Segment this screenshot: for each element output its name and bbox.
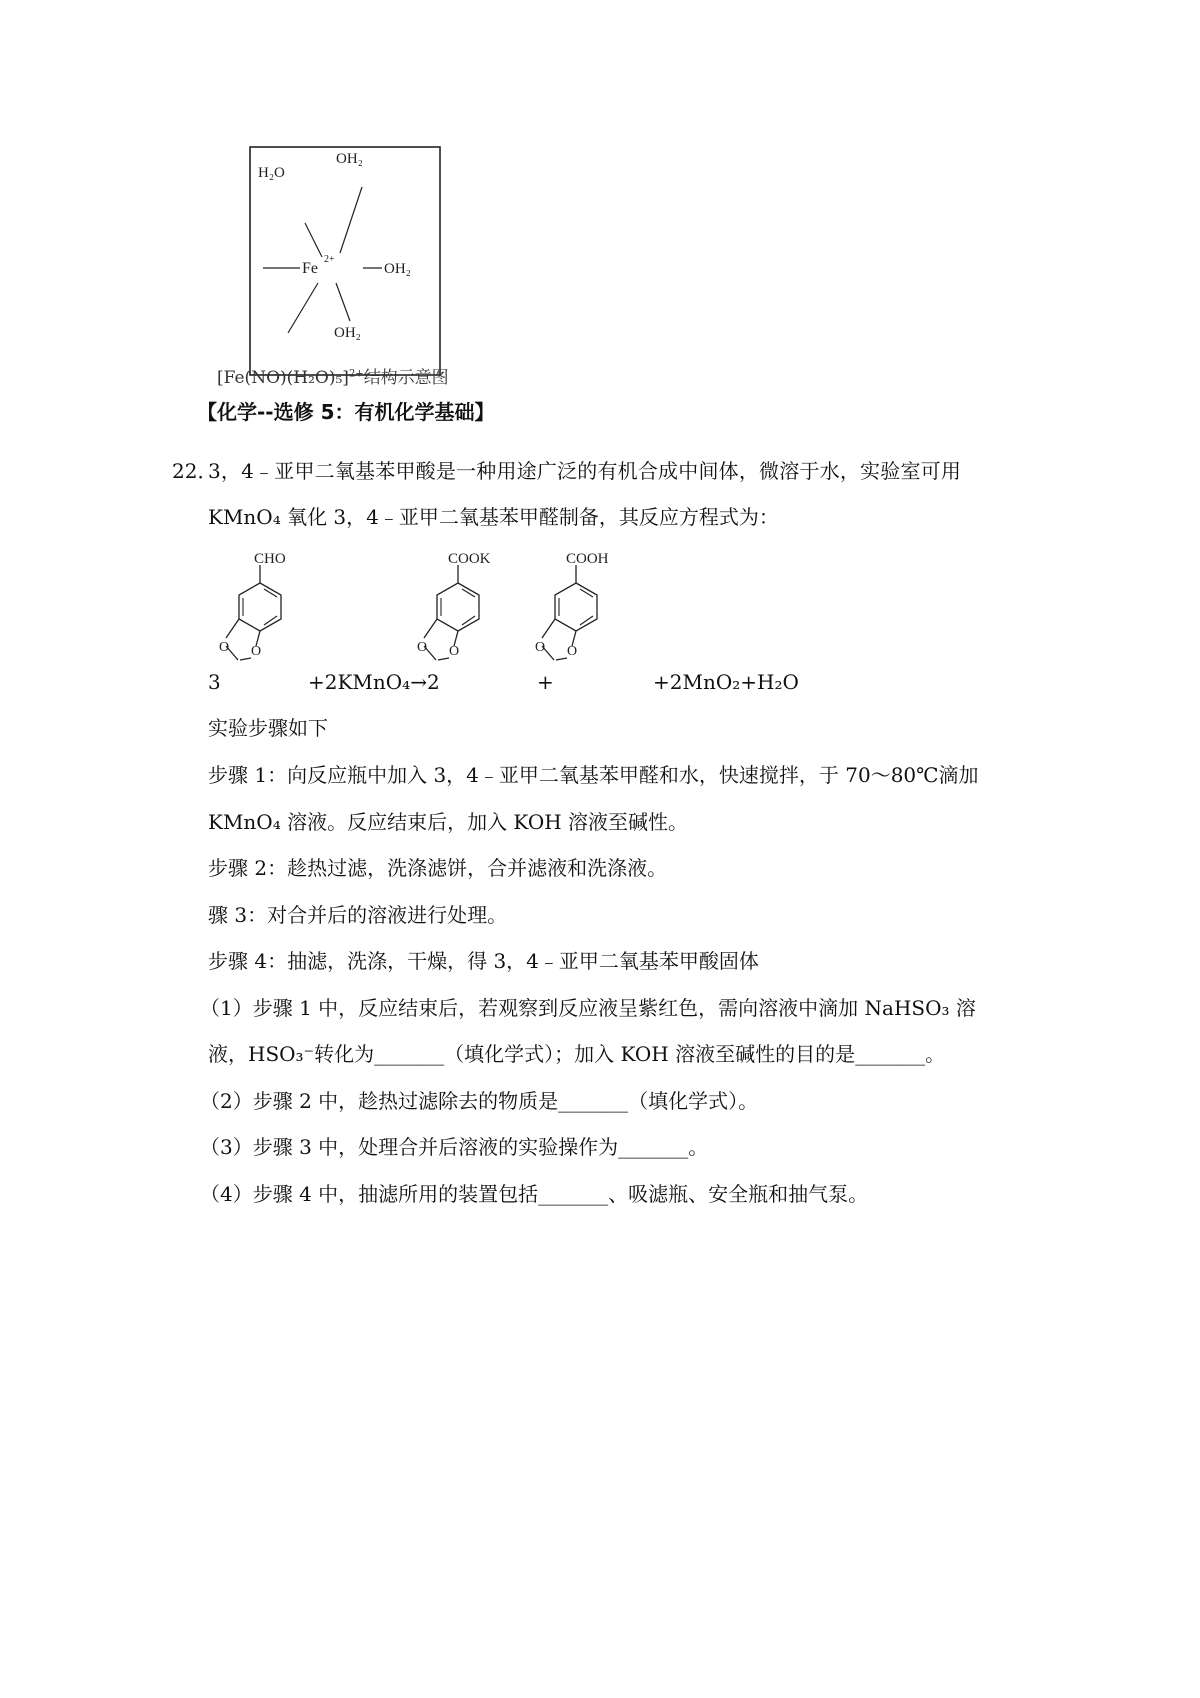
- ring-o-left: O: [535, 640, 546, 655]
- equation-plus: +: [537, 670, 554, 694]
- step1-line1: 步骤 1：向反应瓶中加入 3，4﹣亚甲二氧基苯甲醛和水，快速搅拌，于 70～80℃滴加: [208, 763, 979, 787]
- cook-group: COOK: [448, 551, 491, 567]
- step3: 骤 3：对合并后的溶液进行处理。: [208, 903, 508, 927]
- caption-formula: [Fe(NO)(H₂O)₅]: [217, 368, 349, 388]
- question-intro-line2: KMnO₄ 氧化 3，4﹣亚甲二氧基苯甲醛制备，其反应方程式为：: [208, 505, 779, 529]
- iron-center: Fe: [302, 260, 318, 277]
- potassium-salt-structure: [417, 551, 491, 660]
- ligand-h2o-topleft: H₂O: [258, 165, 285, 181]
- ring-o-right: O: [449, 644, 460, 659]
- iron-charge: 2+: [324, 254, 335, 265]
- caption-charge: 2+: [348, 368, 364, 380]
- ligand-oh2-right: OH₂: [384, 261, 411, 277]
- subquestion-4: （4）步骤 4 中，抽滤所用的装置包括_______、吸滤瓶、安全瓶和抽气泵。: [200, 1182, 869, 1206]
- ligand-oh2-top: OH₂: [336, 151, 363, 167]
- equation-coefficient: 3: [208, 670, 221, 694]
- equation-products: +2MnO₂+H₂O: [653, 670, 799, 694]
- question-number: 22．: [172, 459, 218, 483]
- question-intro-line1: 3，4﹣亚甲二氧基苯甲酸是一种用途广泛的有机合成中间体，微溶于水，实验室可用: [208, 459, 962, 483]
- acid-structure: [535, 551, 609, 660]
- subquestion-3: （3）步骤 3 中，处理合并后溶液的实验操作为_______。: [200, 1135, 709, 1159]
- subquestion-1-line2: 液，HSO₃⁻转化为_______（填化学式）；加入 KOH 溶液至碱性的目的是_______。: [208, 1042, 946, 1066]
- steps-heading: 实验步骤如下: [208, 716, 328, 740]
- complex-structure-figure: [200, 135, 460, 395]
- step4: 步骤 4：抽滤，洗涤，干燥，得 3，4﹣亚甲二氧基苯甲酸固体: [208, 949, 759, 973]
- equation-reagent: +2KMnO₄→2: [308, 670, 440, 694]
- caption-text: 结构示意图: [363, 368, 449, 388]
- figure-caption: [217, 363, 449, 388]
- subquestion-2: （2）步骤 2 中，趁热过滤除去的物质是_______（填化学式）。: [200, 1089, 759, 1113]
- cooh-group: COOH: [566, 551, 609, 567]
- ligand-oh2-bottom: OH₂: [334, 325, 361, 341]
- subquestion-1-line1: （1）步骤 1 中，反应结束后，若观察到反应液呈紫红色，需向溶液中滴加 NaHSO₃ 溶: [200, 996, 976, 1020]
- ring-o-left: O: [219, 640, 230, 655]
- aldehyde-structure: [219, 551, 286, 660]
- ring-o-right: O: [567, 644, 578, 659]
- cho-group: CHO: [254, 551, 286, 567]
- ring-o-left: O: [417, 640, 428, 655]
- section-header: 【化学--选修 5：有机化学基础】: [197, 400, 495, 424]
- step2: 步骤 2：趁热过滤，洗涤滤饼，合并滤液和洗涤液。: [208, 856, 668, 880]
- step1-line2: KMnO₄ 溶液。反应结束后，加入 KOH 溶液至碱性。: [208, 810, 689, 834]
- ring-o-right: O: [251, 644, 262, 659]
